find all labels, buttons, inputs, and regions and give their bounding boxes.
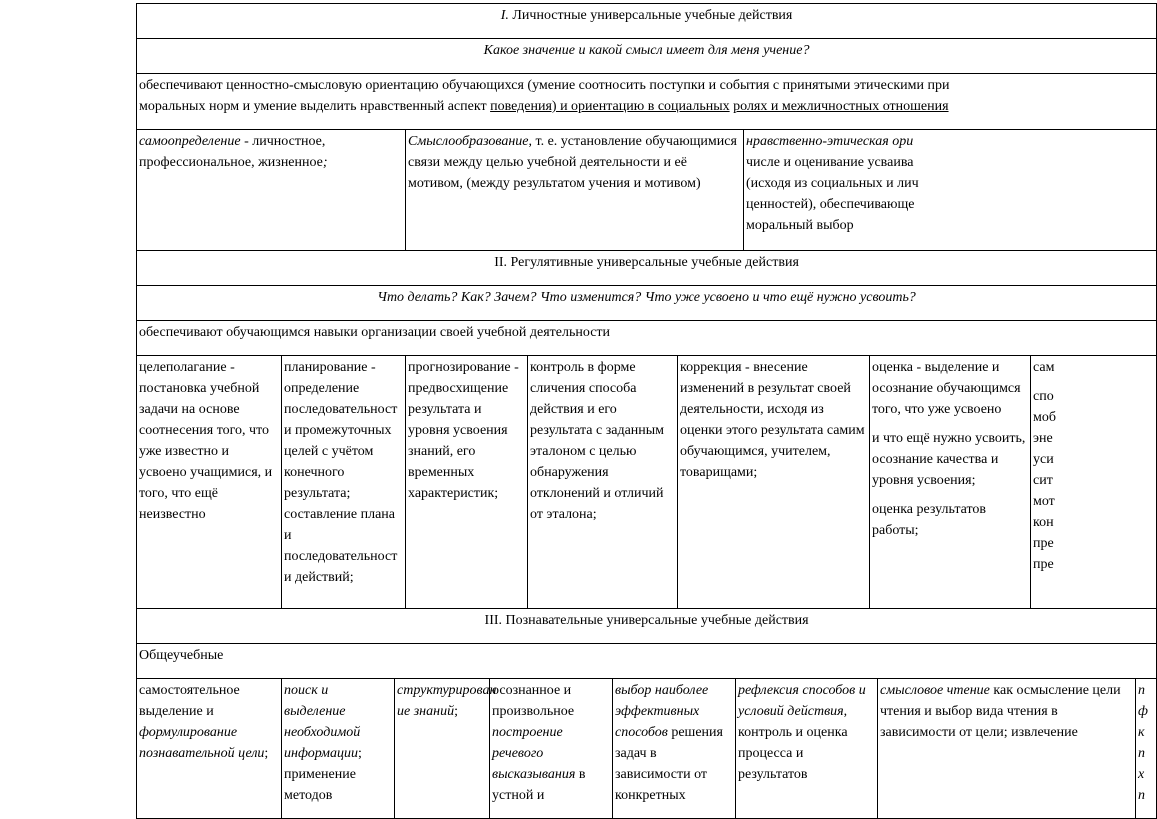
planning-cell: планирование - определение последовательност и промежуточных целей с учётом конечного результата; составление плана и последовательност и действий; — [282, 356, 406, 609]
section-3-subheading: Общеучебные — [137, 644, 1157, 679]
section-3-subheading-row — [137, 644, 1157, 679]
section-1-desc-line-1: обеспечивают ценностно-смысловую ориентацию обучающихся (умение соотносить поступки и события с принятыми этическими при — [139, 78, 950, 93]
section-2-title-row — [137, 251, 1157, 286]
self-determination-cell: самоопределение - личностное, профессиональное, жизненное; — [137, 130, 406, 251]
section-2-cells-row — [137, 356, 1157, 609]
method-choice-cell: выбор наиболее эффективных способов решения задач в зависимости от конкретных — [613, 679, 736, 819]
section-2-desc-row — [137, 321, 1157, 356]
info-search-cell: поиск и выделение необходимой информации; применение методов — [282, 679, 395, 819]
control-cell: контроль в форме сличения способа действия и его результата с заданным эталоном с целью обнаружения отклонений и отличий от эталона; — [528, 356, 678, 609]
self-regulation-cell: сам спо моб эне уси сит мот кон пре пре — [1031, 356, 1157, 609]
section-1-cells-row — [137, 130, 1157, 251]
section-1-numeral: I. — [500, 8, 509, 23]
section-1-description — [137, 74, 1157, 130]
section-2-question: Что делать? Как? Зачем? Что изменится? Что уже усвоено и что ещё нужно усвоить? — [137, 286, 1157, 321]
goal-formulation-cell: самостоятельное выделение и формулирование познавательной цели; — [137, 679, 282, 819]
section-1-title-row — [137, 4, 1157, 39]
cut-off-cell: п ф к п х п — [1136, 679, 1157, 819]
document-page — [136, 3, 1148, 819]
section-1-question: Какое значение и какой смысл имеет для меня учение? — [137, 39, 1157, 74]
reflection-cell: рефлексия способов и условий действия, контроль и оценка процесса и результатов — [736, 679, 878, 819]
section-1-desc-line-2: моральных норм и умение выделить нравственный аспект поведения) и ориентацию в социальных ролях и межличностных отношения — [139, 99, 949, 114]
goal-setting-cell: целеполагание - постановка учебной задачи на основе соотнесения того, что уже известно и усвоено учащимися, и того, что ещё неизвестно — [137, 356, 282, 609]
section-3-cells-row — [137, 679, 1157, 819]
moral-ethical-cell: нравственно-этическая ори числе и оценивание усваива (исходя из социальных и лич ценностей), обеспечивающе моральный выбор — [744, 130, 1157, 251]
meaningful-reading-cell: смысловое чтение как осмысление цели чтения и выбор вида чтения в зависимости от цели; извлечение — [878, 679, 1136, 819]
assessment-cell: оценка - выделение и осознание обучающимся того, что уже усвоено и что ещё нужно усвоить, осознание качества и уровня усвоения; оценка результатов работы; — [870, 356, 1031, 609]
meaning-formation-cell: Смыслообразование, т. е. установление обучающимися связи между целью учебной деятельности и её мотивом, (между результатом учения и мотивом) — [406, 130, 744, 251]
section-1-title — [137, 4, 1157, 39]
section-2-question-row — [137, 286, 1157, 321]
section-3-title-row — [137, 609, 1157, 644]
section-3-title: III. Познавательные универсальные учебные действия — [137, 609, 1157, 644]
uud-table — [136, 3, 1157, 819]
section-1-question-row — [137, 39, 1157, 74]
correction-cell: коррекция - внесение изменений в результат своей деятельности, исходя из оценки этого результата самим обучающимся, учителем, товарищами; — [678, 356, 870, 609]
section-2-title: II. Регулятивные универсальные учебные действия — [137, 251, 1157, 286]
section-1-title-text: Личностные универсальные учебные действия — [508, 8, 793, 23]
section-2-description: обеспечивают обучающимся навыки организации своей учебной деятельности — [137, 321, 1157, 356]
forecasting-cell: прогнозирование - предвосхищение результата и уровня усвоения знаний, его временных характеристик; — [406, 356, 528, 609]
knowledge-structuring-cell: структурирован ие знаний; — [395, 679, 490, 819]
section-1-desc-row — [137, 74, 1157, 130]
speech-construction-cell: осознанное и произвольное построение речевого высказывания в устной и — [490, 679, 613, 819]
